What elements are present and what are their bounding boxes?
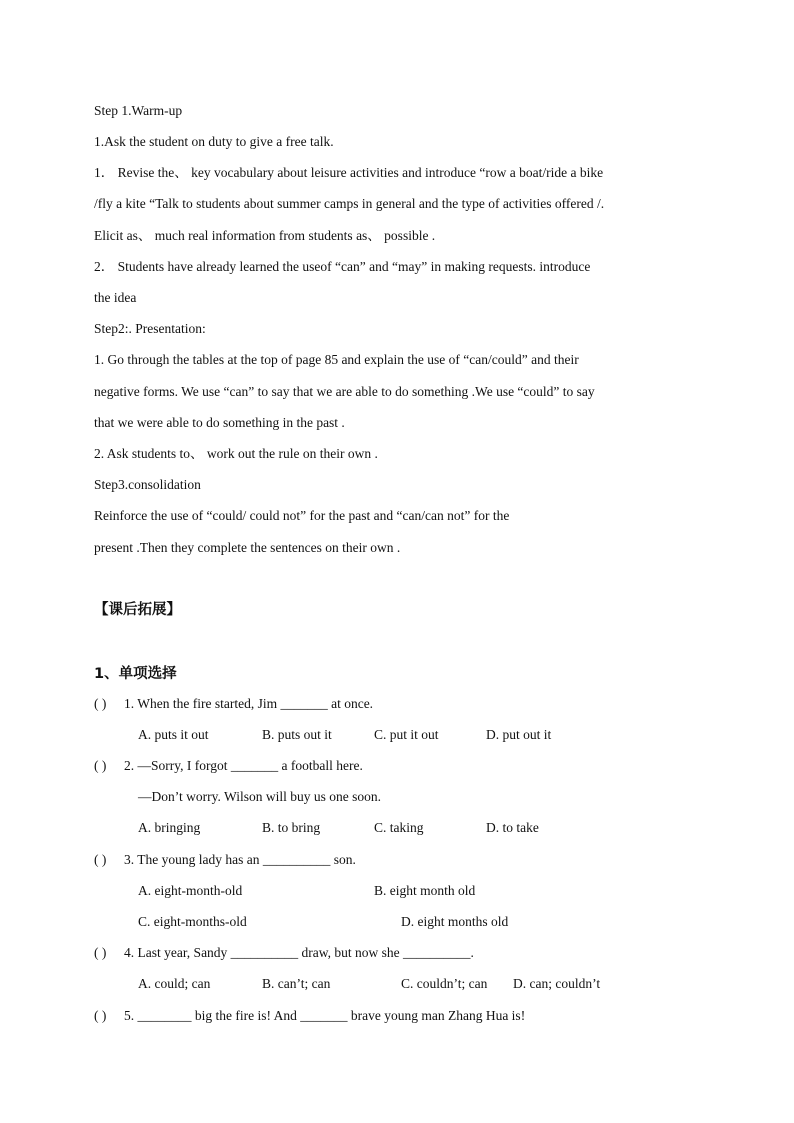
answer-paren: ( ) [94, 945, 107, 960]
question-4: 4. Last year, Sandy __________ draw, but now she __________. [124, 945, 474, 960]
option-c: C. taking [374, 820, 424, 835]
step1-title: Step 1.Warm-up [94, 103, 183, 118]
question-2: 2. —Sorry, I forgot _______ a football here. [124, 758, 363, 773]
paragraph-line: 1. Go through the tables at the top of page 85 and explain the use of “can/could” and their [94, 352, 579, 367]
option-b: B. puts out it [262, 727, 332, 742]
paragraph-line: 2． Students have already learned the useof “can” and “may” in making requests. introduce [94, 259, 591, 274]
paragraph-line: /fly a kite “Talk to students about summer camps in general and the type of activities offered /. [94, 196, 605, 211]
answer-paren: ( ) [94, 1008, 107, 1023]
paragraph-line: 1． Revise the、 key vocabulary about leisure activities and introduce “row a boat/ride a bike [94, 165, 604, 180]
option-b: B. eight month old [374, 883, 476, 898]
paragraph-line: present .Then they complete the sentences on their own . [94, 540, 401, 555]
paragraph-line: the idea [94, 290, 137, 305]
subsection-title: 1、单项选择 [94, 666, 177, 682]
paragraph-line: Elicit as、 much real information from students as、 possible . [94, 228, 436, 243]
option-a: A. eight-month-old [138, 883, 243, 898]
question-5: 5. ________ big the fire is! And _______ brave young man Zhang Hua is! [124, 1008, 526, 1023]
paragraph-line: that we were able to do something in the past . [94, 415, 345, 430]
option-b: B. can’t; can [262, 976, 331, 991]
paragraph-line: 2. Ask students to、 work out the rule on their own . [94, 446, 378, 461]
option-d: D. to take [486, 820, 539, 835]
option-c: C. put it out [374, 727, 439, 742]
section-title: 【课后拓展】 [94, 602, 181, 618]
answer-paren: ( ) [94, 758, 107, 773]
step3-title: Step3.consolidation [94, 477, 201, 492]
option-c: C. couldn’t; can [401, 976, 488, 991]
option-c: C. eight-months-old [138, 914, 247, 929]
option-d: D. put out it [486, 727, 552, 742]
option-a: A. bringing [138, 820, 201, 835]
paragraph-line: Reinforce the use of “could/ could not” for the past and “can/can not” for the [94, 508, 510, 523]
option-b: B. to bring [262, 820, 321, 835]
step2-title: Step2:. Presentation: [94, 321, 206, 336]
question-2-line-2: —Don’t worry. Wilson will buy us one soon. [138, 789, 381, 804]
question-1: 1. When the fire started, Jim _______ at once. [124, 696, 374, 711]
question-3: 3. The young lady has an __________ son. [124, 852, 356, 867]
option-d: D. can; couldn’t [513, 976, 601, 991]
paragraph-line: 1.Ask the student on duty to give a free talk. [94, 134, 334, 149]
answer-paren: ( ) [94, 696, 107, 711]
option-a: A. puts it out [138, 727, 209, 742]
option-d: D. eight months old [401, 914, 509, 929]
paragraph-line: negative forms. We use “can” to say that we are able to do something .We use “could” to say [94, 384, 595, 399]
answer-paren: ( ) [94, 852, 107, 867]
option-a: A. could; can [138, 976, 211, 991]
